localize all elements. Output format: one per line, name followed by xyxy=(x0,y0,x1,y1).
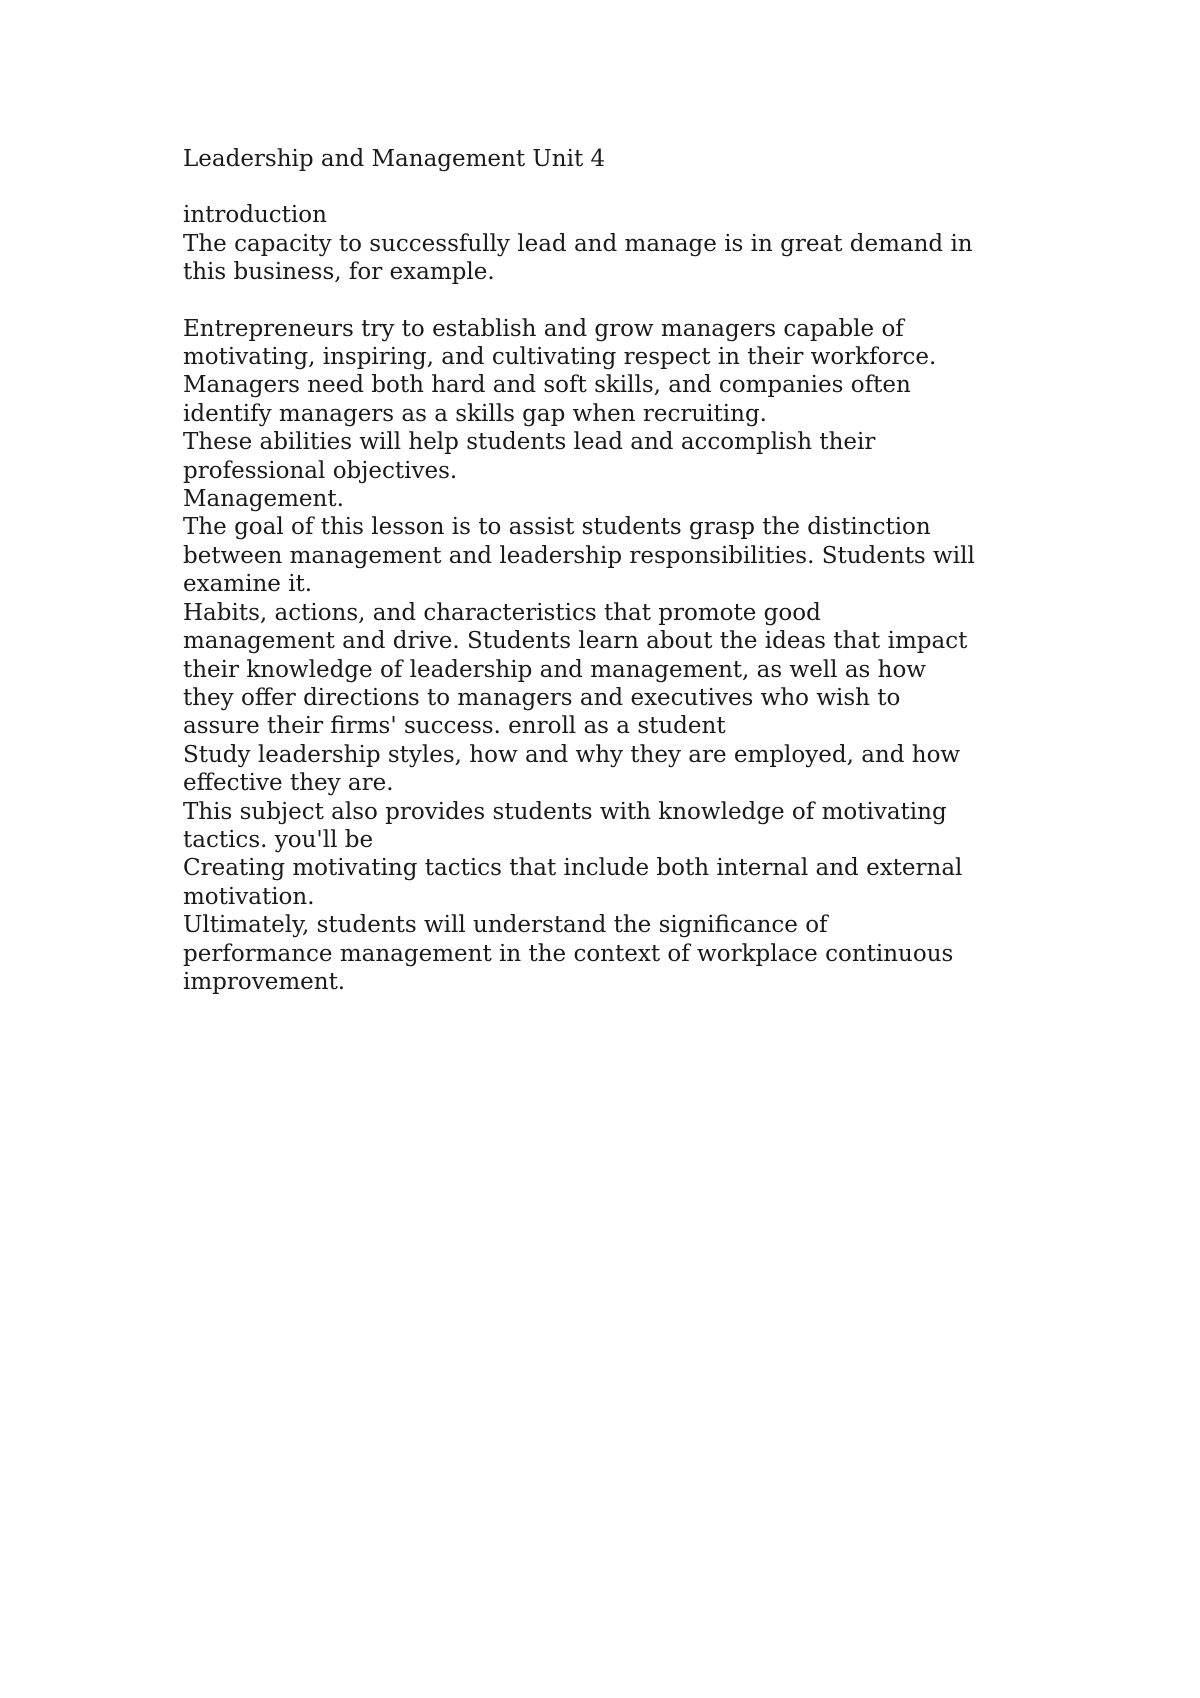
intro-line: The capacity to successfully lead and manage is in great demand in xyxy=(183,230,973,257)
body-line: performance management in the context of workplace continuous xyxy=(183,940,954,967)
body-line: between management and leadership responsibilities. Students will xyxy=(183,542,975,569)
body-line: they offer directions to managers and executives who wish to xyxy=(183,684,901,711)
body-line: Creating motivating tactics that include both internal and external xyxy=(183,855,963,882)
body-line: Managers need both hard and soft skills, and companies often xyxy=(183,372,911,399)
body-line: management and drive. Students learn about the ideas that impact xyxy=(183,628,968,655)
body-line: effective they are. xyxy=(183,770,394,797)
body-line: motivating, inspiring, and cultivating respect in their workforce. xyxy=(183,344,937,371)
body-line: Ultimately, students will understand the significance of xyxy=(183,912,828,939)
body-line: These abilities will help students lead and accomplish their xyxy=(183,429,876,456)
intro-line: this business, for example. xyxy=(183,259,495,286)
body-line: improvement. xyxy=(183,968,346,995)
body-line: assure their firms' success. enroll as a student xyxy=(183,713,726,740)
body-line: Habits, actions, and characteristics that promote good xyxy=(183,599,821,626)
body-line: their knowledge of leadership and management, as well as how xyxy=(183,656,926,683)
document-body xyxy=(183,145,1063,996)
body-line: motivation. xyxy=(183,883,315,910)
body-line: professional objectives. xyxy=(183,457,458,484)
body-line: This subject also provides students with knowledge of motivating xyxy=(183,798,947,825)
document-title: Leadership and Management Unit 4 xyxy=(183,146,606,172)
body-line: identify managers as a skills gap when recruiting. xyxy=(183,400,767,427)
section-heading-management: Management. xyxy=(183,486,344,513)
body-line: examine it. xyxy=(183,571,313,598)
section-heading-introduction: introduction xyxy=(183,202,327,229)
body-line: The goal of this lesson is to assist students grasp the distinction xyxy=(183,514,931,541)
body-line: Entrepreneurs try to establish and grow managers capable of xyxy=(183,315,904,342)
body-line: tactics. you'll be xyxy=(183,826,374,853)
body-line: Study leadership styles, how and why they are employed, and how xyxy=(183,741,961,768)
